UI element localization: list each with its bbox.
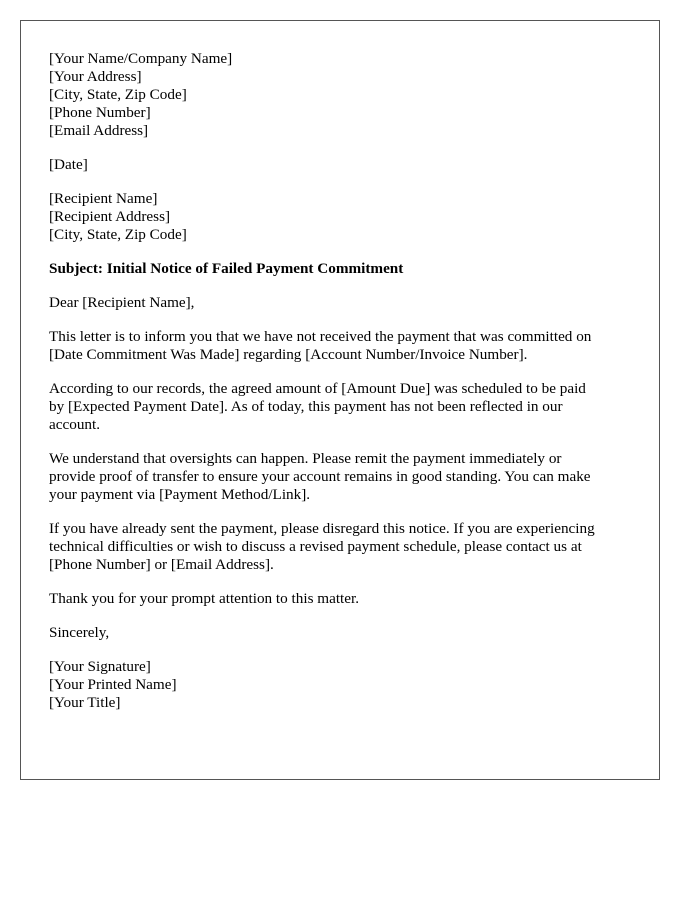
paragraph-line: This letter is to inform you that we have not received the payment that was committed on <box>49 328 592 345</box>
body-paragraph-2 <box>49 380 631 434</box>
body-paragraph-5: Thank you for your prompt attention to this matter. <box>49 590 360 607</box>
paragraph-line: technical difficulties or wish to discuss a revised payment schedule, please contact us at <box>49 538 582 555</box>
recipient-name: [Recipient Name] <box>49 190 158 207</box>
salutation: Dear [Recipient Name], <box>49 294 195 311</box>
body-paragraph-4 <box>49 520 631 574</box>
paragraph-line: If you have already sent the payment, please disregard this notice. If you are experiencing <box>49 520 595 537</box>
paragraph-line: [Date Commitment Was Made] regarding [Account Number/Invoice Number]. <box>49 346 528 363</box>
paragraph-line: provide proof of transfer to ensure your account remains in good standing. You can make <box>49 468 591 485</box>
paragraph-line: [Phone Number] or [Email Address]. <box>49 556 274 573</box>
paragraph-line: by [Expected Payment Date]. As of today, this payment has not been reflected in our <box>49 398 563 415</box>
signature-block <box>49 658 631 712</box>
sender-city-state-zip: [City, State, Zip Code] <box>49 86 187 103</box>
recipient-city-state-zip: [City, State, Zip Code] <box>49 226 187 243</box>
sender-address: [Your Address] <box>49 68 142 85</box>
sender-block <box>49 50 631 140</box>
signer-title: [Your Title] <box>49 694 121 711</box>
paragraph-line: We understand that oversights can happen. Please remit the payment immediately or <box>49 450 562 467</box>
date-block <box>49 156 631 174</box>
recipient-block <box>49 190 631 244</box>
body-paragraph-1 <box>49 328 631 364</box>
paragraph-line: According to our records, the agreed amount of [Amount Due] was scheduled to be paid <box>49 380 586 397</box>
letter-page <box>20 20 660 780</box>
paragraph-line: account. <box>49 416 101 433</box>
closing: Sincerely, <box>49 624 110 641</box>
sender-email: [Email Address] <box>49 122 149 139</box>
subject-line: Subject: Initial Notice of Failed Payment Commitment <box>49 260 404 277</box>
printed-name: [Your Printed Name] <box>49 676 177 693</box>
signature-line: [Your Signature] <box>49 658 151 675</box>
paragraph-line: your payment via [Payment Method/Link]. <box>49 486 311 503</box>
recipient-address: [Recipient Address] <box>49 208 171 225</box>
sender-phone: [Phone Number] <box>49 104 151 121</box>
body-paragraph-3 <box>49 450 631 504</box>
sender-name: [Your Name/Company Name] <box>49 50 233 67</box>
letter-date: [Date] <box>49 156 88 173</box>
